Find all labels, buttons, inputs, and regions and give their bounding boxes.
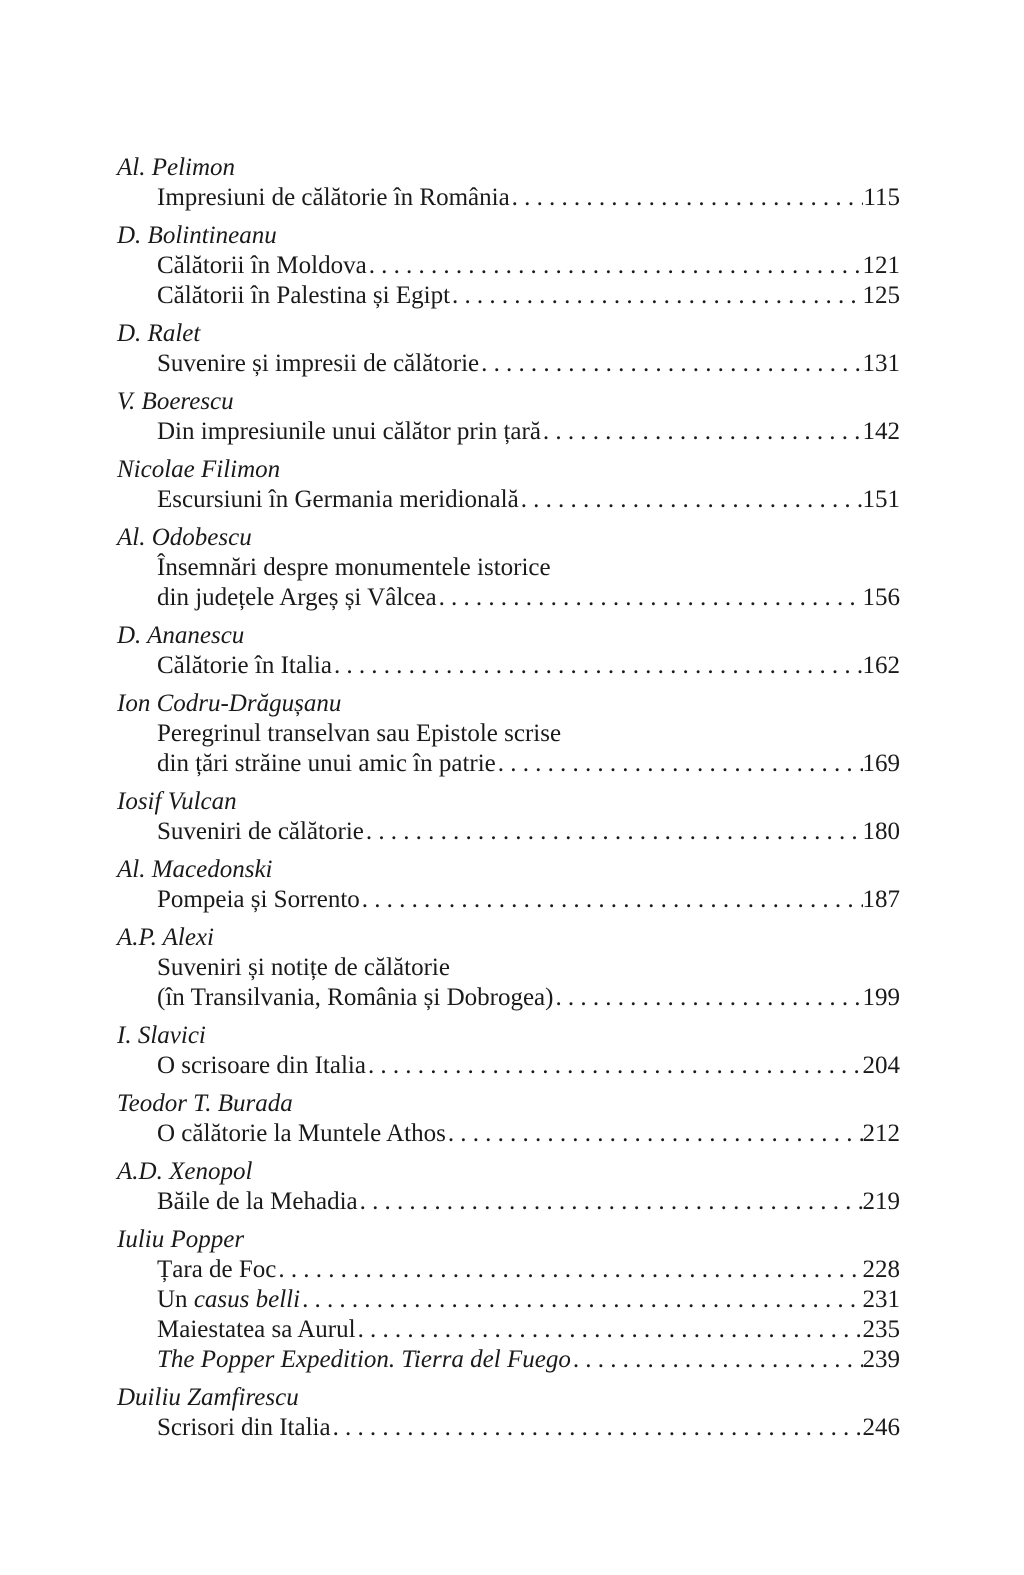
title-segment: din județele Argeș și Vâlcea — [157, 584, 437, 611]
page-number: 156 — [862, 584, 900, 611]
entry-title-line — [157, 1285, 900, 1315]
author-name: A.D. Xenopol — [117, 1158, 253, 1185]
toc-entry[interactable] — [117, 349, 900, 379]
entry-title — [157, 817, 364, 847]
title-segment: Suveniri de călătorie — [157, 818, 364, 845]
title-segment: Peregrinul transelvan sau Epistole scrise — [157, 720, 562, 747]
entry-title — [157, 349, 479, 379]
title-segment: Călătorii în Palestina și Egipt — [157, 282, 451, 309]
entry-title — [157, 554, 551, 581]
author-name: Ion Codru-Drăgușanu — [117, 690, 342, 717]
toc-entry[interactable] — [117, 1413, 900, 1443]
dot-leader — [541, 417, 863, 447]
entry-title — [157, 1345, 571, 1375]
toc-entry[interactable] — [117, 953, 900, 1013]
toc-section — [117, 621, 900, 681]
title-segment: O călătorie la Muntele Athos — [157, 1120, 446, 1147]
author-name: Iosif Vulcan — [117, 788, 237, 815]
dot-leader — [519, 485, 863, 515]
entry-title-line — [157, 1187, 900, 1217]
toc-section — [117, 455, 900, 515]
title-segment: Băile de la Mehadia — [157, 1188, 358, 1215]
page-number: 246 — [862, 1414, 900, 1441]
toc-entry[interactable] — [117, 817, 900, 847]
author-name: Nicolae Filimon — [117, 456, 281, 483]
toc-section — [117, 923, 900, 1013]
entry-title-line — [157, 553, 900, 583]
entry-title — [157, 583, 437, 613]
title-segment: Călătorii în Moldova — [157, 252, 367, 279]
entry-title-line — [157, 485, 900, 515]
entry-title-line — [157, 1255, 900, 1285]
toc-section — [117, 1157, 900, 1217]
author-name: D. Ralet — [117, 320, 201, 347]
page-number: 115 — [863, 184, 900, 211]
title-segment: Scrisori din Italia — [157, 1414, 331, 1441]
toc-section — [117, 1383, 900, 1443]
entry-title — [157, 720, 561, 747]
entry-title — [157, 485, 519, 515]
page-number: 239 — [862, 1346, 900, 1373]
entry-title-line — [157, 651, 900, 681]
dot-leader — [300, 1285, 862, 1315]
dot-leader — [450, 281, 862, 311]
toc-entry[interactable] — [117, 719, 900, 779]
title-segment: Maiestatea sa Aurul — [157, 1316, 356, 1343]
title-segment: Suvenire și impresii de călătorie — [157, 350, 480, 377]
entry-title — [157, 251, 367, 281]
page-number: 219 — [862, 1188, 900, 1215]
author-name: D. Bolintineanu — [117, 222, 277, 249]
toc-entry[interactable] — [117, 1315, 900, 1345]
toc-entry[interactable] — [117, 885, 900, 915]
dot-leader — [358, 1187, 863, 1217]
entry-title-line — [157, 1119, 900, 1149]
dot-leader — [366, 1051, 863, 1081]
author-name: Al. Odobescu — [117, 524, 252, 551]
title-segment: Escursiuni în Germania meridională — [157, 486, 519, 513]
author-name: Duiliu Zamfirescu — [117, 1384, 299, 1411]
page-number: 131 — [862, 350, 900, 377]
author-name: I. Slavici — [117, 1022, 206, 1049]
title-segment: din țări străine unui amic în patrie — [157, 750, 496, 777]
toc-section — [117, 221, 900, 311]
page-number: 180 — [862, 818, 900, 845]
entry-title — [157, 1119, 446, 1149]
page-number: 187 — [862, 886, 900, 913]
entry-title — [157, 1285, 300, 1315]
page-number: 235 — [862, 1316, 900, 1343]
page-number: 169 — [862, 750, 900, 777]
dot-leader — [510, 183, 864, 213]
page-number: 121 — [862, 252, 900, 279]
title-segment: Însemnări despre monumentele istorice — [157, 554, 551, 581]
toc-entry[interactable] — [117, 281, 900, 311]
entry-title — [157, 1315, 356, 1345]
author-name: A.P. Alexi — [117, 924, 214, 951]
toc-section — [117, 153, 900, 213]
page-number: 212 — [862, 1120, 900, 1147]
entry-title-line — [157, 281, 900, 311]
title-segment: Impresiuni de călătorie în România — [157, 184, 510, 211]
page-number: 125 — [862, 282, 900, 309]
entry-title — [157, 183, 510, 213]
entry-title — [157, 749, 496, 779]
toc-section — [117, 523, 900, 613]
entry-title-line — [157, 719, 900, 749]
author-name: D. Ananescu — [117, 622, 245, 649]
title-segment: (în Transilvania, România și Dobrogea) — [157, 984, 554, 1011]
entry-title-line — [157, 1315, 900, 1345]
toc-entry[interactable] — [117, 1187, 900, 1217]
toc-entry[interactable] — [117, 651, 900, 681]
toc-entry[interactable] — [117, 183, 900, 213]
entry-title — [157, 983, 553, 1013]
toc-entry[interactable] — [117, 553, 900, 613]
toc-section — [117, 1089, 900, 1149]
dot-leader — [479, 349, 862, 379]
entry-title-line — [157, 1345, 900, 1375]
title-segment: Pompeia și Sorrento — [157, 886, 360, 913]
entry-title-line — [157, 885, 900, 915]
toc-section — [117, 387, 900, 447]
dot-leader — [332, 651, 863, 681]
author-name: Al. Pelimon — [117, 154, 236, 181]
author-name: Iuliu Popper — [117, 1226, 245, 1253]
entry-title — [157, 954, 450, 981]
entry-title — [157, 651, 332, 681]
title-segment: casus belli — [193, 1286, 301, 1313]
page-number: 228 — [862, 1256, 900, 1283]
page-number: 199 — [862, 984, 900, 1011]
entry-title-line — [157, 1413, 900, 1443]
entry-title-line — [157, 251, 900, 281]
entry-title — [157, 1255, 276, 1285]
toc-entry[interactable] — [117, 251, 900, 281]
entry-title — [157, 1187, 358, 1217]
author-name: V. Boerescu — [117, 388, 234, 415]
page-number: 204 — [862, 1052, 900, 1079]
dot-leader — [367, 251, 863, 281]
toc-entry[interactable] — [117, 1119, 900, 1149]
dot-leader — [276, 1255, 862, 1285]
dot-leader — [446, 1119, 863, 1149]
toc-entry[interactable] — [117, 1255, 900, 1285]
entry-title — [157, 885, 360, 915]
entry-title — [157, 281, 450, 311]
dot-leader — [360, 885, 863, 915]
dot-leader — [553, 983, 862, 1013]
toc-section — [117, 1225, 900, 1375]
dot-leader — [364, 817, 863, 847]
table-of-contents — [117, 153, 900, 1443]
title-segment: Un — [157, 1286, 194, 1313]
toc-entry[interactable] — [117, 417, 900, 447]
toc-entry[interactable] — [117, 1285, 900, 1315]
entry-title-line — [157, 583, 900, 613]
toc-section — [117, 319, 900, 379]
entry-title-line — [157, 983, 900, 1013]
dot-leader — [356, 1315, 863, 1345]
page-number: 162 — [862, 652, 900, 679]
entry-title-line — [157, 817, 900, 847]
toc-section — [117, 689, 900, 779]
toc-section — [117, 787, 900, 847]
title-segment: Călătorie în Italia — [157, 652, 332, 679]
page-number: 151 — [862, 486, 900, 513]
entry-title-line — [157, 749, 900, 779]
entry-title — [157, 417, 541, 447]
entry-title-line — [157, 953, 900, 983]
page-number: 231 — [862, 1286, 900, 1313]
dot-leader — [331, 1413, 863, 1443]
title-segment: The Popper Expedition. Tierra del Fuego — [157, 1346, 571, 1373]
author-name: Teodor T. Burada — [117, 1090, 293, 1117]
toc-section — [117, 1021, 900, 1081]
author-name: Al. Macedonski — [117, 856, 273, 883]
dot-leader — [496, 749, 863, 779]
entry-title — [157, 1413, 331, 1443]
entry-title — [157, 1051, 366, 1081]
title-segment: O scrisoare din Italia — [157, 1052, 366, 1079]
page-number: 142 — [862, 418, 900, 445]
toc-section — [117, 855, 900, 915]
toc-entry[interactable] — [117, 1051, 900, 1081]
entry-title-line — [157, 349, 900, 379]
entry-title-line — [157, 1051, 900, 1081]
entry-title-line — [157, 183, 900, 213]
entry-title-line — [157, 417, 900, 447]
title-segment: Din impresiunile unui călător prin țară — [157, 418, 541, 445]
dot-leader — [571, 1345, 863, 1375]
dot-leader — [437, 583, 863, 613]
title-segment: Suveniri și notițe de călătorie — [157, 954, 450, 981]
toc-entry[interactable] — [117, 1345, 900, 1375]
toc-entry[interactable] — [117, 485, 900, 515]
title-segment: Țara de Foc — [157, 1256, 277, 1283]
